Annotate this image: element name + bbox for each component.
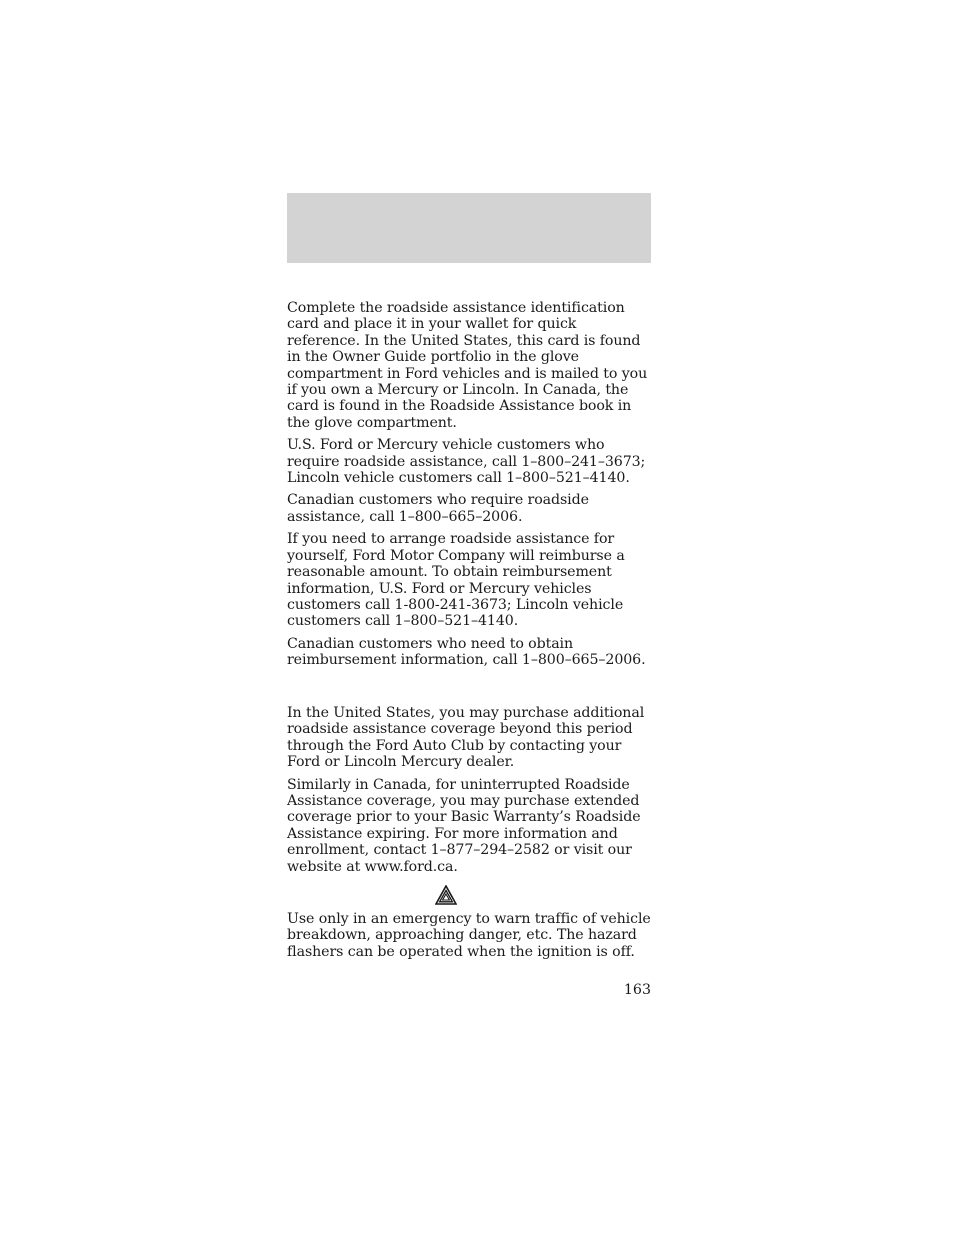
page-number: 163 — [623, 982, 651, 998]
paragraph: U.S. Ford or Mercury vehicle customers who require roadside assistance, call 1–800–241–3673; Lincoln vehicle customers call 1–800–521–4140. — [287, 437, 646, 487]
roadside-assistance-section — [287, 300, 653, 675]
section-header-band — [287, 193, 651, 263]
paragraph: In the United States, you may purchase additional roadside assistance coverage beyond this period through the Ford Auto Club by contacting your Ford or Lincoln Mercury dealer. — [287, 705, 645, 771]
paragraph: Canadian customers who need to obtain reimbursement information, call 1–800–665–2006. — [287, 635, 646, 669]
extended-coverage-section — [287, 705, 653, 881]
hazard-warning-icon — [435, 885, 457, 905]
paragraph: Use only in an emergency to warn traffic of vehicle breakdown, approaching danger, etc. The hazard flashers can be operated when the ignition is off. — [287, 911, 651, 960]
paragraph: Similarly in Canada, for uninterrupted Roadside Assistance coverage, you may purchase extended coverage prior to your Basic Warranty’s Roadside Assistance expiring. For more information and enrollment, contact 1–877–294–2582 or visit our website at www.ford.ca. — [287, 776, 641, 875]
paragraph: Canadian customers who require roadside assistance, call 1–800–665–2006. — [287, 492, 589, 525]
hazard-flasher-section — [287, 911, 653, 966]
paragraph: Complete the roadside assistance identification card and place it in your wallet for quick reference. In the United States, this card is found in the Owner Guide portfolio in the glove compartment in Ford vehicles and is mailed to you if you own a Mercury or Lincoln. In Canada, the card is found in the Roadside Assistance book in the glove compartment. — [287, 300, 648, 431]
paragraph: If you need to arrange roadside assistance for yourself, Ford Motor Company will reimburse a reasonable amount. To obtain reimbursement information, U.S. Ford or Mercury vehicles customers call 1-800-241-3673; Lincoln vehicle customers call 1–800–521–4140. — [287, 531, 625, 630]
